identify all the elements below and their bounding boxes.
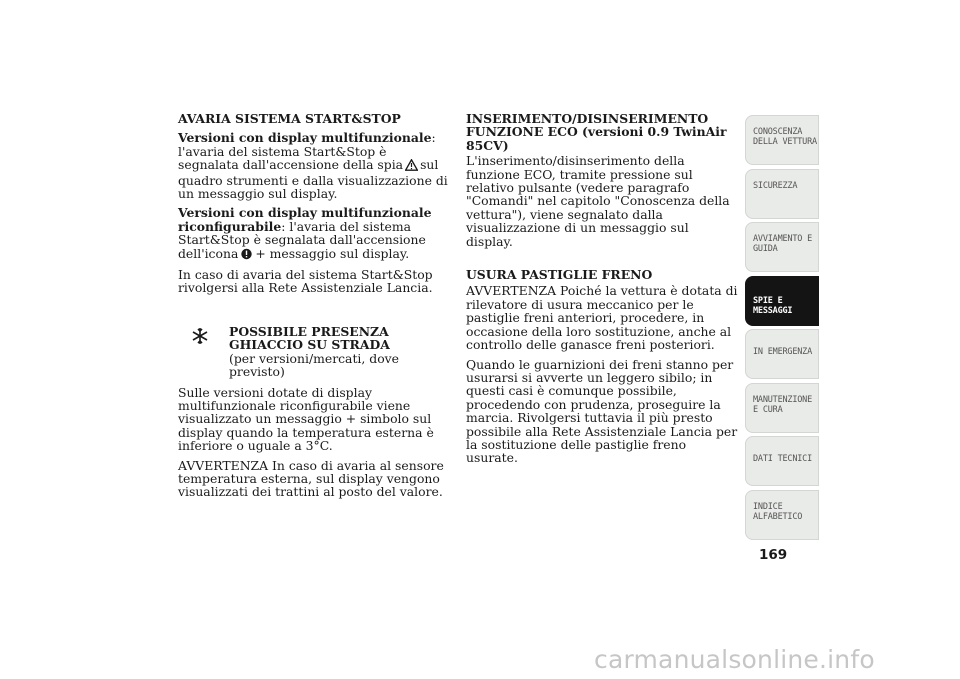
paragraph-eco: L'inserimento/disinserimento della funzione ECO, tramite pressione sul relativo pulsante (vedere paragrafo "Comandi" nel capitolo "Conoscenza della vettura"), viene segnalato dalla visualizzazione di un messaggio sul display. [466, 153, 730, 249]
tab-emergenza[interactable]: IN EMERGENZA [745, 329, 819, 379]
right-column [466, 112, 738, 471]
paragraph-brake-warning: AVVERTENZA Poiché la vettura è dotata di rilevatore di usura meccanico per le pastiglie freni anteriori, procedere, in occasione della loro sostituzione, anche al controllo delle ganasce freni posteriori. [466, 283, 738, 353]
spacer [466, 254, 738, 268]
paragraph-sensor-warning: AVVERTENZA In caso di avaria al sensore temperatura esterna, sul display vengono visualizzati dei trattini al posto del valore. [178, 457, 444, 500]
paragraph-reconfigurable [178, 206, 450, 262]
heading-start-stop-failure: AVARIA SISTEMA START&STOP [178, 111, 401, 126]
tab-sicurezza[interactable]: SICUREZZA [745, 169, 819, 219]
label-multifunction: Versioni con display multifunzionale [178, 130, 432, 146]
paragraph-ice-message: Sulle versioni dotate di display multifunzionale riconfigurabile viene visualizzato un messaggio + simbolo sul display quando la temperatura esterna è inferiore o uguale a 3°C. [178, 384, 434, 454]
tab-indice[interactable]: INDICE ALFABETICO [745, 490, 819, 540]
warning-triangle-icon [405, 159, 418, 173]
tab-dati-tecnici[interactable]: DATI TECNICI [745, 436, 819, 486]
text-multifunction-b: sul quadro strumenti e dalla visualizzazione di un messaggio sul display. [178, 157, 448, 202]
snowflake-icon [191, 327, 209, 347]
tab-manutenzione[interactable]: MANUTENZIONE E CURA [745, 383, 819, 433]
text-reconfigurable-a: : l'avaria del sistema Start&Stop è segnalata dall'accensione dell'icona [178, 218, 426, 261]
paragraph-multifunction [178, 131, 450, 200]
tab-avviamento[interactable]: AVVIAMENTO E GUIDA [745, 222, 819, 272]
ice-subtitle: (per versioni/mercati, dove previsto) [229, 350, 399, 380]
tab-conoscenza[interactable]: CONOSCENZA DELLA VETTURA [745, 115, 819, 165]
left-column [178, 112, 450, 505]
text-reconfigurable-b: + messaggio sul display. [255, 245, 410, 261]
heading-eco-function: INSERIMENTO/DISINSERIMENTO FUNZIONE ECO (versioni 0.9 TwinAir 85CV) [466, 111, 727, 153]
paragraph-brake-noise: Quando le guarnizioni dei freni stanno per usurarsi si avverte un leggero sibilo; in questi casi è comunque possibile, procedendo con prudenza, proseguire la marcia. Rivolgersi tuttavia il più presto possibile alla Rete Assistenziale Lancia per la sostituzione delle pastiglie freno usurate. [466, 356, 738, 466]
heading-brake-pads: USURA PASTIGLIE FRENO [466, 267, 653, 283]
paragraph-contact-lancia: In caso di avaria del sistema Start&Stop rivolgersi alla Rete Assistenziale Lancia. [178, 267, 433, 296]
ice-warning-block [178, 325, 450, 379]
watermark: carmanualsonline.info [594, 645, 875, 674]
start-stop-failure-icon [240, 248, 253, 262]
heading-ice: POSSIBILE PRESENZA GHIACCIO SU STRADA [229, 323, 390, 353]
page-number: 169 [759, 547, 788, 563]
chapter-tabs [745, 115, 819, 543]
tab-spie-messaggi[interactable]: SPIE E MESSAGGI [745, 276, 819, 326]
text-multifunction-a: : l'avaria del sistema Start&Stop è segnalata dall'accensione della spia [178, 130, 436, 173]
label-reconfigurable: Versioni con display multifunzionale riconfigurabile [178, 205, 432, 234]
